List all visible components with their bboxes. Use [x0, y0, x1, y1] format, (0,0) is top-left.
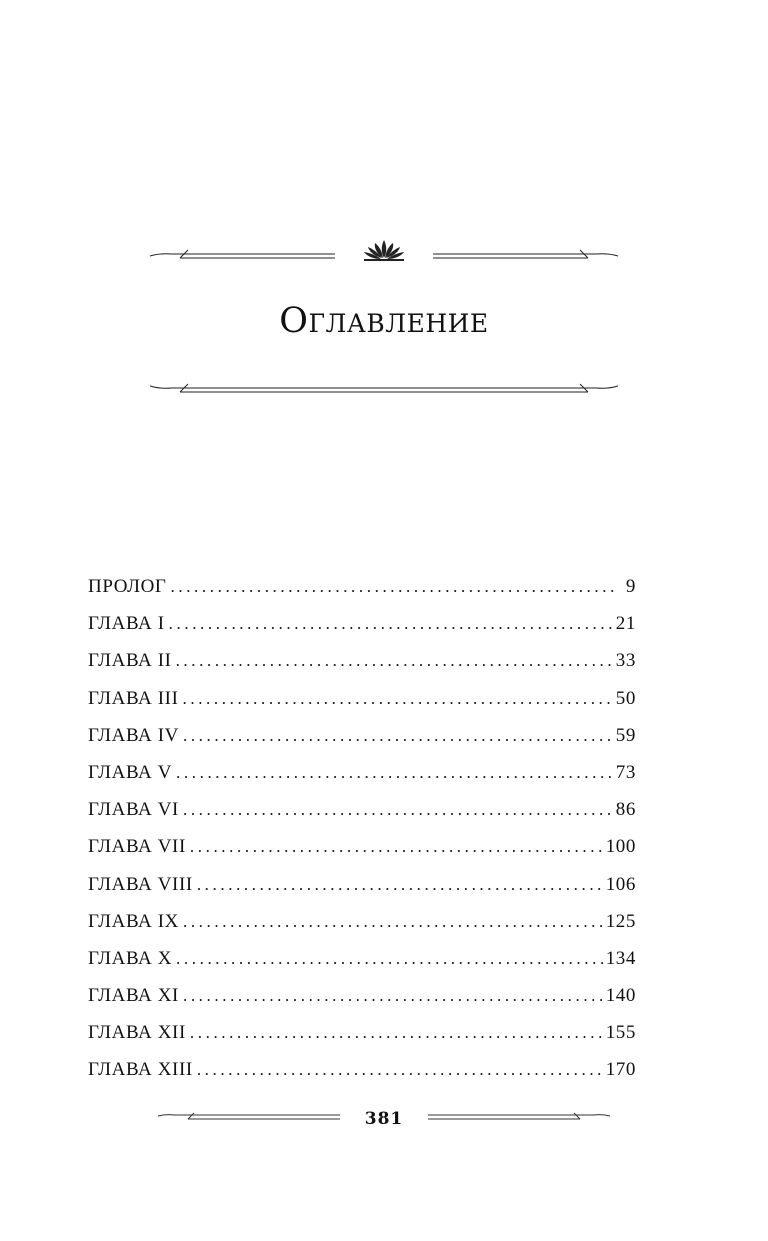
toc-entry[interactable] [88, 680, 636, 717]
toc-entry-page: 9 [625, 576, 636, 597]
table-of-contents [88, 568, 636, 1089]
toc-entry-label: ГЛАВА XII [88, 1022, 186, 1044]
toc-entry-label: ПРОЛОГ [88, 576, 167, 597]
toc-entry-label: ГЛАВА V [88, 761, 173, 783]
toc-entry[interactable] [88, 940, 636, 977]
toc-entry-label: ГЛАВА VII [88, 836, 186, 858]
toc-dot-leader [183, 680, 614, 717]
toc-entry-label: ГЛАВА I [88, 613, 165, 635]
toc-dot-leader [190, 828, 604, 865]
toc-entry-label: ГЛАВА VIII [88, 873, 193, 895]
header-top-ornament [0, 236, 768, 266]
header-bottom-ornament [0, 376, 768, 400]
toc-entry-page: 86 [615, 799, 636, 821]
toc-entry[interactable] [88, 754, 636, 791]
toc-dot-leader [183, 977, 604, 1014]
toc-entry-page: 73 [615, 761, 636, 783]
toc-dot-leader [190, 1014, 604, 1051]
page-number: 381 [364, 1109, 404, 1129]
toc-entry-label: ГЛАВА II [88, 650, 172, 672]
page-title: Оглавление [279, 301, 489, 341]
toc-entry-label: ГЛАВА VI [88, 799, 179, 821]
toc-entry-label: ГЛАВА IX [88, 910, 179, 932]
toc-entry-label: ГЛАВА X [88, 947, 173, 969]
toc-entry[interactable] [88, 642, 636, 679]
toc-entry-page: 134 [605, 947, 636, 969]
toc-entry[interactable] [88, 1051, 636, 1088]
toc-entry-page: 21 [615, 613, 636, 635]
toc-entry-label: ГЛАВА IV [88, 724, 179, 746]
toc-entry[interactable] [88, 791, 636, 828]
toc-dot-leader [169, 605, 614, 642]
toc-dot-leader [176, 642, 614, 679]
toc-entry[interactable] [88, 568, 636, 605]
toc-entry[interactable] [88, 903, 636, 940]
toc-entry[interactable] [88, 977, 636, 1014]
toc-entry[interactable] [88, 1014, 636, 1051]
toc-dot-leader [197, 1051, 604, 1088]
toc-entry-label: ГЛАВА XIII [88, 1059, 193, 1081]
toc-dot-leader [183, 791, 614, 828]
toc-entry[interactable] [88, 866, 636, 903]
toc-entry-label: ГЛАВА III [88, 687, 179, 709]
toc-dot-leader [176, 754, 614, 791]
toc-entry-page: 125 [605, 910, 636, 932]
toc-entry-page: 50 [615, 687, 636, 709]
toc-entry[interactable] [88, 605, 636, 642]
toc-dot-leader [176, 940, 604, 977]
toc-entry[interactable] [88, 717, 636, 754]
toc-entry-page: 59 [615, 724, 636, 746]
toc-dot-leader [183, 717, 614, 754]
toc-entry-page: 33 [615, 650, 636, 672]
toc-entry[interactable] [88, 828, 636, 865]
lotus-ornament-icon [364, 240, 404, 261]
toc-entry-label: ГЛАВА XI [88, 985, 179, 1007]
toc-dot-leader [197, 866, 604, 903]
toc-entry-page: 106 [605, 873, 636, 895]
toc-entry-page: 155 [605, 1022, 636, 1044]
toc-entry-page: 170 [605, 1059, 636, 1081]
toc-dot-leader [183, 903, 604, 940]
toc-entry-page: 140 [605, 985, 636, 1007]
toc-entry-page: 100 [605, 836, 636, 858]
toc-dot-leader [171, 568, 617, 605]
